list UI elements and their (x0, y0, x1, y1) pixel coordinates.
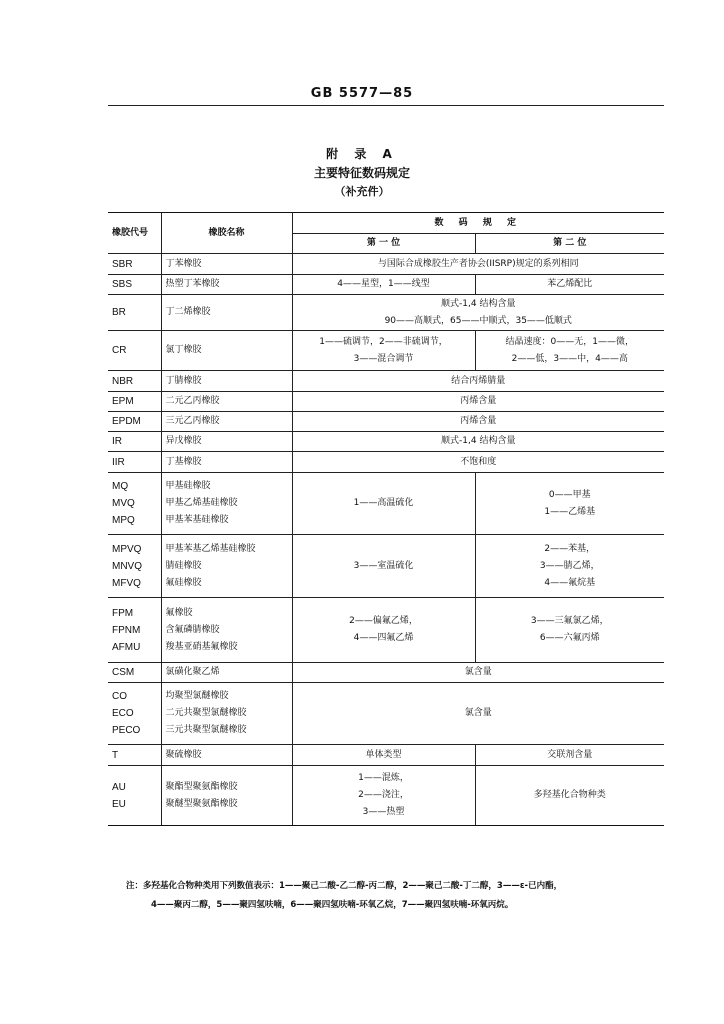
rubber-name (161, 473, 292, 535)
names-line: 氟硅橡胶 (165, 577, 202, 588)
rubber-name (161, 432, 292, 452)
codes-line: IIR (112, 456, 125, 468)
header-digit-rule: 数 码 规 定 (292, 213, 664, 234)
second-line: 多羟基化合物种类 (533, 790, 606, 800)
names-line: 丁腈橡胶 (165, 375, 202, 386)
names-line: 异戊橡胶 (165, 436, 202, 446)
rubber-code (108, 745, 161, 766)
table-row (108, 432, 664, 452)
first-line: 4——星型，1——线型 (337, 279, 430, 289)
codes-line: CR (112, 345, 127, 356)
rubber-code (108, 452, 161, 473)
codes-line: MQ (112, 481, 129, 492)
digit-rule: 丙烯含量 (292, 392, 664, 412)
names-line: 含氟磷腈橡胶 (165, 624, 220, 635)
rubber-name (161, 766, 292, 826)
second-line: 6——六氟丙烯 (539, 633, 600, 643)
second-line: 3——三氟氯乙烯， (530, 616, 609, 626)
rubber-name (161, 683, 292, 745)
rubber-code (108, 295, 161, 331)
first-line: 3——室温硫化 (353, 560, 414, 571)
first-line: 1——混炼， (358, 773, 409, 783)
rubber-code (108, 254, 161, 275)
names-line: 三元乙丙橡胶 (165, 416, 220, 426)
rubber-code (108, 331, 161, 371)
second-line: 结晶速度：0——无，1——微， (505, 336, 634, 347)
second-line: 0——甲基 (548, 489, 591, 500)
rubber-name (161, 663, 292, 683)
first-line: 1——高温硫化 (353, 498, 414, 508)
first-digit (292, 766, 475, 826)
rubber-name (161, 598, 292, 663)
codes-line: BR (112, 307, 126, 318)
names-line: 丁基橡胶 (165, 456, 202, 467)
codes-line: NBR (112, 375, 134, 387)
rubber-name (161, 392, 292, 412)
table-body (108, 254, 664, 826)
header-first-digit: 第 一 位 (292, 234, 475, 254)
names-line: 甲基乙烯基硅橡胶 (165, 498, 238, 508)
names-line: 聚硫橡胶 (165, 749, 202, 760)
second-line: 4——氟烷基 (544, 577, 596, 588)
second-digit (475, 598, 664, 663)
names-line: 甲基苯基乙烯基硅橡胶 (165, 543, 256, 554)
codes-line: MPVQ (112, 543, 142, 555)
second-digit (475, 275, 664, 295)
first-line: 单体类型 (365, 749, 402, 760)
names-line: 丁二烯橡胶 (165, 307, 211, 317)
names-line: 二元乙丙橡胶 (165, 396, 220, 406)
second-line: 2——低，3——中，4——高 (511, 353, 628, 364)
table-row (108, 412, 664, 432)
rubber-code (108, 663, 161, 683)
names-line: 丁苯橡胶 (165, 258, 202, 269)
rubber-name (161, 275, 292, 295)
first-line: 3——混合调节 (353, 353, 414, 364)
rubber-code (108, 766, 161, 826)
rubber-code (108, 275, 161, 295)
codes-line: PECO (112, 725, 141, 736)
rubber-name (161, 295, 292, 331)
rubber-name (161, 412, 292, 432)
names-line: 羧基亚硝基氟橡胶 (165, 641, 238, 652)
first-digit (292, 331, 475, 371)
header-code: 橡胶代号 (108, 213, 161, 254)
merged_lines-line: 90——高顺式，65——中顺式，35——低顺式 (384, 315, 572, 326)
table-row (108, 535, 664, 598)
digit-rule (292, 295, 664, 331)
names-line: 氯丁橡胶 (165, 345, 202, 355)
codes-line: CO (112, 691, 127, 702)
codes-line: IR (112, 436, 122, 447)
table-row (108, 473, 664, 535)
codes-line: EU (112, 798, 126, 810)
rubber-name (161, 745, 292, 766)
digit-rule: 氯含量 (292, 663, 664, 683)
rubber-code (108, 432, 161, 452)
standard-number: GB 5577—85 (310, 86, 414, 101)
names-line: 氯磺化聚乙烯 (165, 667, 220, 677)
codes-line: CSM (112, 667, 135, 678)
names-line: 均聚型氯醚橡胶 (165, 691, 229, 701)
digit-rule: 氯含量 (292, 683, 664, 745)
rubber-code (108, 412, 161, 432)
names-line: 二元共聚型氯醚橡胶 (165, 708, 247, 718)
table-row (108, 452, 664, 473)
first-digit (292, 275, 475, 295)
digit-rule: 结合丙烯腈量 (292, 371, 664, 392)
codes-line: MFVQ (112, 577, 141, 589)
codes-line: EPDM (112, 416, 141, 427)
codes-line: FPNM (112, 624, 141, 636)
appendix-title: 附 录 A (326, 147, 398, 161)
digit-rule: 顺式-1,4 结构含量 (292, 432, 664, 452)
first-digit (292, 473, 475, 535)
rubber-name (161, 535, 292, 598)
table-row (108, 663, 664, 683)
codes-line: T (112, 749, 119, 761)
first-line: 2——偏氟乙烯， (349, 616, 418, 626)
first-digit (292, 535, 475, 598)
appendix-subtitle: 主要特征数码规定 (313, 166, 410, 180)
first-line: 3——热塑 (362, 807, 405, 817)
codes-line: SBS (112, 279, 133, 290)
table-row (108, 331, 664, 371)
first-digit (292, 745, 475, 766)
table-row (108, 371, 664, 392)
rubber-code (108, 535, 161, 598)
names-line: 三元共聚型氯醚橡胶 (165, 725, 247, 735)
digit-rule: 不饱和度 (292, 452, 664, 473)
code-table (108, 212, 664, 826)
codes-line: MPQ (112, 515, 135, 526)
rubber-name (161, 331, 292, 371)
footnote (126, 877, 666, 915)
second-digit (475, 331, 664, 371)
footnote-line: 注：多羟基化合物种类用下列数值表示：1——聚己二酸-乙二醇-丙二醇，2——聚己二酸-丁二醇，3——ε-已内酯， (126, 881, 563, 891)
second-digit (475, 766, 664, 826)
codes-line: EPM (112, 396, 134, 407)
names-line: 聚醚型聚氨酯橡胶 (165, 798, 238, 809)
second-line: 苯乙烯配比 (547, 279, 593, 289)
table-row (108, 295, 664, 331)
rubber-code (108, 371, 161, 392)
appendix-note: （补充件） (334, 185, 390, 198)
digit-rule: 与国际合成橡胶生产者协会(IISRP)规定的系列相同 (292, 254, 664, 275)
codes-line: AFMU (112, 641, 141, 653)
codes-line: ECO (112, 708, 134, 719)
first-line: 1——硫调节，2——非硫调节， (319, 336, 448, 347)
codes-line: AU (112, 781, 126, 793)
table-row (108, 683, 664, 745)
codes-line: FPM (112, 607, 134, 619)
table-row (108, 275, 664, 295)
second-digit (475, 473, 664, 535)
second-line: 1——乙烯基 (544, 506, 596, 517)
second-digit (475, 745, 664, 766)
rubber-code (108, 392, 161, 412)
header-second-digit: 第 二 位 (475, 234, 664, 254)
table-row (108, 392, 664, 412)
first-line: 4——四氟乙烯 (353, 633, 414, 643)
table-row (108, 745, 664, 766)
second-line: 2——苯基， (544, 543, 596, 554)
merged_lines-line: 顺式-1,4 结构含量 (441, 298, 516, 309)
rubber-name (161, 452, 292, 473)
names-line: 热塑丁苯橡胶 (165, 279, 220, 289)
names-line: 腈硅橡胶 (165, 560, 202, 571)
second-line: 交联剂含量 (547, 749, 593, 760)
codes-line: SBR (112, 258, 133, 270)
names-line: 甲基硅橡胶 (165, 481, 211, 491)
digit-rule: 丙烯含量 (292, 412, 664, 432)
footnote-line: 4——聚丙二醇，5——聚四氢呋喃，6——聚四氢呋喃-环氧乙烷，7——聚四氢呋喃-环氧丙烷。 (151, 900, 514, 910)
rubber-name (161, 371, 292, 392)
table-row (108, 254, 664, 275)
second-line: 3——腈乙烯， (539, 560, 600, 571)
rubber-code (108, 598, 161, 663)
header-rule (108, 105, 664, 106)
first-line: 2——浇注， (358, 790, 409, 800)
rubber-name (161, 254, 292, 275)
codes-line: MVQ (112, 498, 135, 509)
table-row (108, 766, 664, 826)
names-line: 聚酯型聚氨酯橡胶 (165, 781, 238, 792)
second-digit (475, 535, 664, 598)
names-line: 氟橡胶 (165, 607, 193, 618)
first-digit (292, 598, 475, 663)
table-row (108, 598, 664, 663)
rubber-code (108, 683, 161, 745)
codes-line: MNVQ (112, 560, 142, 572)
names-line: 甲基苯基硅橡胶 (165, 515, 229, 525)
header-name: 橡胶名称 (161, 213, 292, 254)
rubber-code (108, 473, 161, 535)
